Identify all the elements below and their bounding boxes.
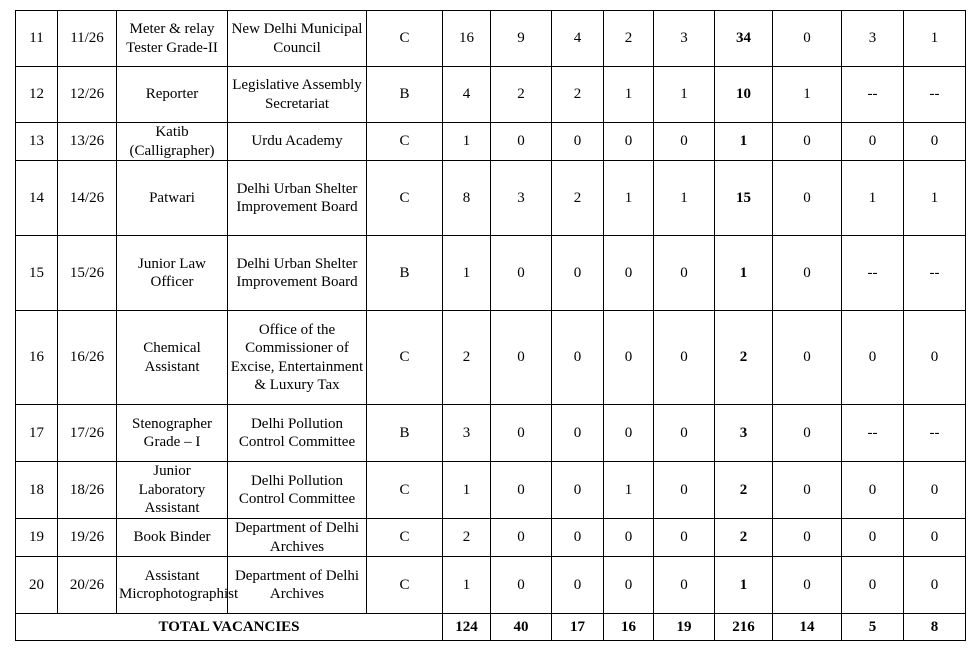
count-cell: 0 [604,557,654,614]
count-cell: 0 [654,123,715,161]
total-count-cell: 40 [491,614,552,641]
count-cell: 1 [443,462,491,519]
count-cell: 8 [443,161,491,236]
count-cell: 0 [491,236,552,311]
totals-label: TOTAL VACANCIES [16,614,443,641]
post-name-cell: Book Binder [117,519,228,557]
total-cell: 2 [715,311,773,405]
post-code-cell: 20/26 [58,557,117,614]
count-cell: 16 [443,11,491,67]
count-cell: 3 [842,11,904,67]
post-name-cell: Reporter [117,67,228,123]
total-cell: 1 [715,236,773,311]
count-cell: 1 [443,123,491,161]
post-name-cell: Meter & relay Tester Grade-II [117,11,228,67]
count-cell: 0 [552,557,604,614]
post-code-cell: 17/26 [58,405,117,462]
count-cell: 1 [904,11,966,67]
count-cell: 2 [552,67,604,123]
sno-cell: 18 [16,462,58,519]
post-name-cell: Junior Laboratory Assistant [117,462,228,519]
sno-cell: 13 [16,123,58,161]
count-cell: 3 [654,11,715,67]
total-cell: 34 [715,11,773,67]
grand-total-cell: 216 [715,614,773,641]
totals-row [16,614,966,641]
table-row [16,311,966,405]
post-name-cell: Patwari [117,161,228,236]
count-cell: 0 [842,462,904,519]
count-cell: 0 [604,123,654,161]
count-cell: 0 [604,236,654,311]
count-cell: 3 [491,161,552,236]
table-row [16,11,966,67]
post-name-cell: Katib (Calligrapher) [117,123,228,161]
count-cell: 0 [773,123,842,161]
count-cell: 2 [604,11,654,67]
total-cell: 2 [715,462,773,519]
count-cell: -- [904,236,966,311]
total-count-cell: 8 [904,614,966,641]
count-cell: 2 [552,161,604,236]
table-row [16,462,966,519]
table-row [16,519,966,557]
sno-cell: 19 [16,519,58,557]
table-row [16,236,966,311]
count-cell: 0 [552,462,604,519]
count-cell: 0 [552,123,604,161]
count-cell: 0 [904,311,966,405]
table-row [16,405,966,462]
sno-cell: 14 [16,161,58,236]
table-row [16,557,966,614]
count-cell: 2 [443,311,491,405]
count-cell: 0 [773,405,842,462]
count-cell: 0 [654,236,715,311]
department-cell: Delhi Urban Shelter Improvement Board [228,161,367,236]
total-cell: 10 [715,67,773,123]
count-cell: -- [904,405,966,462]
post-code-cell: 15/26 [58,236,117,311]
total-count-cell: 5 [842,614,904,641]
count-cell: 0 [773,519,842,557]
count-cell: 0 [904,123,966,161]
count-cell: 0 [491,557,552,614]
count-cell: 3 [443,405,491,462]
count-cell: 2 [491,67,552,123]
count-cell: 0 [491,123,552,161]
count-cell: -- [842,236,904,311]
group-cell: C [367,161,443,236]
count-cell: -- [842,67,904,123]
count-cell: 0 [552,405,604,462]
count-cell: 1 [604,462,654,519]
count-cell: 0 [654,519,715,557]
total-cell: 3 [715,405,773,462]
count-cell: 0 [842,123,904,161]
count-cell: 0 [654,405,715,462]
count-cell: 0 [491,311,552,405]
post-code-cell: 14/26 [58,161,117,236]
department-cell: Office of the Commissioner of Excise, Entertainment & Luxury Tax [228,311,367,405]
department-cell: New Delhi Municipal Council [228,11,367,67]
count-cell: 0 [491,462,552,519]
sno-cell: 11 [16,11,58,67]
group-cell: C [367,311,443,405]
sno-cell: 16 [16,311,58,405]
department-cell: Delhi Pollution Control Committee [228,462,367,519]
department-cell: Delhi Pollution Control Committee [228,405,367,462]
sno-cell: 15 [16,236,58,311]
count-cell: 0 [773,557,842,614]
total-count-cell: 17 [552,614,604,641]
sno-cell: 12 [16,67,58,123]
post-code-cell: 11/26 [58,11,117,67]
count-cell: 9 [491,11,552,67]
count-cell: -- [842,405,904,462]
total-count-cell: 16 [604,614,654,641]
count-cell: 0 [604,519,654,557]
total-count-cell: 19 [654,614,715,641]
count-cell: 0 [773,11,842,67]
count-cell: 1 [654,67,715,123]
table-row [16,67,966,123]
total-count-cell: 124 [443,614,491,641]
count-cell: 0 [773,161,842,236]
count-cell: 0 [654,462,715,519]
group-cell: C [367,11,443,67]
count-cell: 0 [842,519,904,557]
vacancy-table [15,10,966,641]
group-cell: B [367,236,443,311]
count-cell: 0 [654,557,715,614]
count-cell: 0 [552,236,604,311]
post-name-cell: Assistant Microphotographist [117,557,228,614]
group-cell: C [367,557,443,614]
count-cell: 4 [443,67,491,123]
count-cell: 0 [773,462,842,519]
post-name-cell: Junior Law Officer [117,236,228,311]
group-cell: B [367,405,443,462]
post-code-cell: 16/26 [58,311,117,405]
group-cell: B [367,67,443,123]
post-name-cell: Stenographer Grade – I [117,405,228,462]
total-cell: 2 [715,519,773,557]
group-cell: C [367,462,443,519]
count-cell: 0 [842,557,904,614]
count-cell: 0 [491,405,552,462]
post-code-cell: 12/26 [58,67,117,123]
count-cell: 1 [904,161,966,236]
count-cell: 0 [604,405,654,462]
total-cell: 1 [715,557,773,614]
count-cell: 0 [904,557,966,614]
count-cell: 0 [904,519,966,557]
count-cell: 1 [654,161,715,236]
count-cell: 1 [443,236,491,311]
total-cell: 1 [715,123,773,161]
table-row [16,123,966,161]
total-count-cell: 14 [773,614,842,641]
count-cell: 0 [491,519,552,557]
count-cell: 1 [842,161,904,236]
post-code-cell: 19/26 [58,519,117,557]
post-code-cell: 13/26 [58,123,117,161]
count-cell: 1 [773,67,842,123]
group-cell: C [367,123,443,161]
department-cell: Department of Delhi Archives [228,519,367,557]
table-row [16,161,966,236]
count-cell: 0 [552,519,604,557]
sno-cell: 17 [16,405,58,462]
total-cell: 15 [715,161,773,236]
department-cell: Urdu Academy [228,123,367,161]
count-cell: 4 [552,11,604,67]
group-cell: C [367,519,443,557]
post-name-cell: Chemical Assistant [117,311,228,405]
count-cell: 0 [654,311,715,405]
count-cell: 1 [443,557,491,614]
department-cell: Legislative Assembly Secretariat [228,67,367,123]
post-code-cell: 18/26 [58,462,117,519]
sno-cell: 20 [16,557,58,614]
count-cell: 0 [773,311,842,405]
table-body [16,11,966,641]
count-cell: 0 [552,311,604,405]
count-cell: 1 [604,67,654,123]
count-cell: -- [904,67,966,123]
count-cell: 1 [604,161,654,236]
count-cell: 2 [443,519,491,557]
count-cell: 0 [842,311,904,405]
count-cell: 0 [604,311,654,405]
count-cell: 0 [773,236,842,311]
department-cell: Delhi Urban Shelter Improvement Board [228,236,367,311]
department-cell: Department of Delhi Archives [228,557,367,614]
count-cell: 0 [904,462,966,519]
